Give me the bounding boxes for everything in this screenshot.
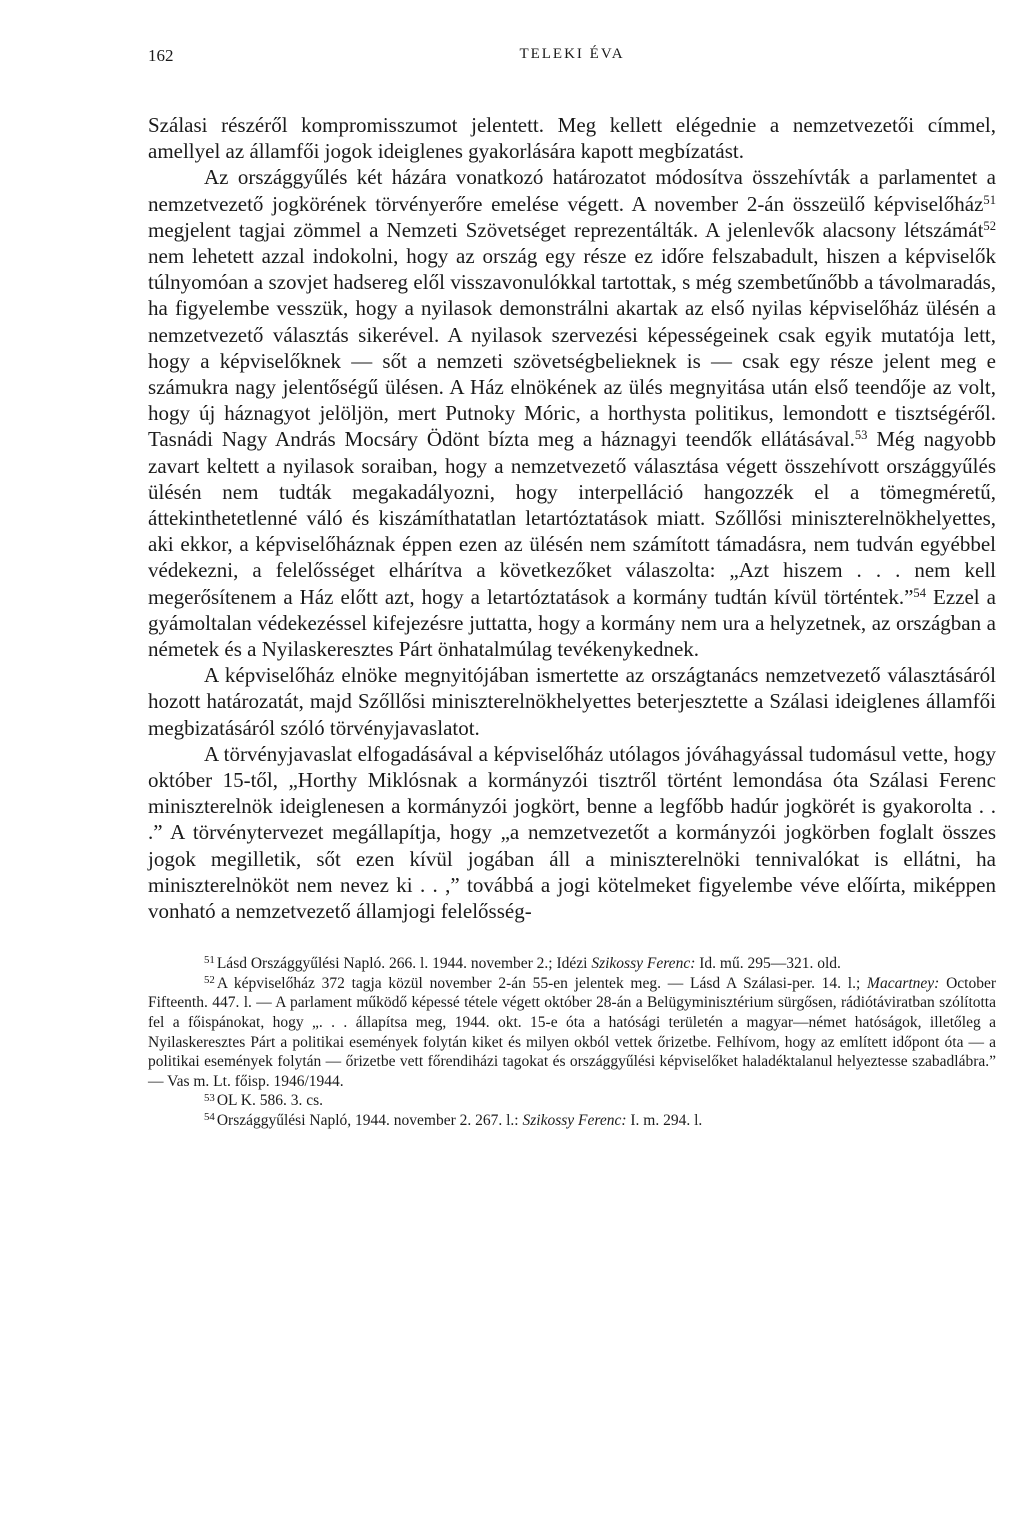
footnote-text: I. m. 294. l.	[626, 1112, 703, 1130]
body-text	[148, 112, 996, 924]
footnote-text: Lásd Országgyűlési Napló. 266. l. 1944. november 2.; Idézi	[216, 955, 592, 973]
paragraph-text: Szálasi részéről kompromisszumot jelentett. Meg kellett elégednie a nemzetvezetői címmel, amellyel az államfői jogok ideiglenes gyakorlására kapott megbízatást.	[148, 113, 996, 164]
footnote-reference: 52	[983, 218, 996, 233]
footnote-number: 53	[204, 1091, 215, 1104]
footnote-reference: 53	[854, 428, 868, 443]
footnote-text: October Fifteenth. 447. l. — A parlament működő képessé tétele végett október 28-án a Belügyminisztérium sürgősen, rádiótáviratban szólította fel a főispánokat, hogy „. . . állapítsa meg, 1944. okt. 15-e óta a hatósági területén a magyar—német hatóságok, illetőleg a Nyilaskeresztes Párt a politikai események folytán kiket és milyen okból vettek őrizetbe. Felhívom, hogy az említett időpont óta — a politikai események folytán — őrizetbe vett főrendiházi tagokat és országgyűlési képviselőket haladéktalanul helyeztesse szabadlábra.” — Vas m. Lt. főisp. 1946/1944.	[148, 974, 997, 1090]
paragraph-text: A képviselőház elnöke megnyitójában ismertette az országtanács nemzetvezető választásáról hozott határozatát, majd Szőllősi miniszterelnökhelyettes beterjesztette a Szálasi ideiglenes államfői megbizatásáról szóló törvényjavaslatot.	[148, 663, 996, 740]
footnote-author: Szikossy Ferenc:	[522, 1112, 627, 1130]
footnote-text: Országgyűlési Napló, 1944. november 2. 267. l.:	[216, 1112, 523, 1130]
footnote-text: OL K. 586. 3. cs.	[216, 1092, 324, 1110]
book-page	[148, 40, 996, 1131]
page-number: 162	[148, 46, 174, 65]
paragraph-text: megjelent tagjai zömmel a Nemzeti Szövetséget reprezentálták. A jelenlevők alacsony létszámát	[148, 217, 984, 242]
footnote-reference: 51	[983, 192, 996, 207]
footnote-reference: 54	[913, 585, 926, 600]
footnotes	[148, 954, 996, 1130]
paragraph	[148, 662, 996, 741]
footnote-text: Id. mű. 295—321. old.	[695, 955, 841, 973]
running-title: TELEKI ÉVA	[519, 46, 625, 62]
paragraph	[148, 741, 996, 924]
paragraph-text: nem lehetett azzal indokolni, hogy az ország egy része ez időre felszabadult, hiszen a képviselők túlnyomóan a szovjet hadsereg elől visszavonulókkal tartottak, s még szembetűnőbb a távolmaradás, ha figyelembe vesszük, hogy a nyilasok demonstrálni akartak az első nyilas képviselőház ülésén a nemzetvezető választás sikerével. A nyilasok szervezési képességeinek csak egyik mutatója lett, hogy a képviselőknek — sőt a nemzeti szövetségbelieknek is — csak egy része jelent meg e számukra nagy jelentőségű ülésen. A Ház elnökének az ülés megnyitása után első teendője az volt, hogy új háznagyot jelöljön, mert Putnoky Móric, a horthysta politikus, lemondott e tisztségéről. Tasnádi Nagy András Mocsáry Ödönt bízta meg a háznagyi teendők ellátásával.	[148, 244, 996, 452]
paragraph	[148, 112, 996, 164]
footnote-number: 54	[204, 1111, 215, 1124]
paragraph-text: Még nagyobb zavart keltett a nyilasok soraiban, hogy a nemzetvezető választása végett összehívott országgyűlés ülésén nem tudták megakadályozni, hogy interpelláció hangozzék el a tömegméretű, áttekinthetetlenné váló és kiszámíthatatlan letartóztatások miatt. Szőllősi miniszterelnökhelyettes, aki ekkor, a képviselőháznak éppen ezen az ülésén nem számított támadásra, nem tudván egyébbel védekezni, a felelősséget elhárítva a következőket válaszolta: „Azt hiszem . . . nem kell megerősítenem a Ház előtt azt, hogy a letartóztatások a kormány tudtán kívül történtek.”	[148, 427, 996, 609]
footnote-author: Macartney:	[867, 974, 940, 992]
footnote-number: 51	[204, 954, 215, 967]
paragraph	[148, 164, 996, 662]
paragraph-text: Ezzel a gyámoltalan védekezéssel kifejezésre juttatta, hogy a kormány nem ura a helyzetnek, az országban a németek és a Nyilaskeresztes Párt önhatalmúlag tevékenykednek.	[148, 584, 996, 662]
paragraph-text: A törvényjavaslat elfogadásával a képviselőház utólagos jóváhagyással tudomásul vette, hogy október 15-től, „Horthy Miklósnak a kormányzói tisztről történt lemondása óta Szálasi Ferenc miniszterelnök ideiglenesen a kormányzói jogkört, benne a legfőbb hadúr jogkörét is gyakorolta . . .” A törvénytervezet megállapítja, hogy „a nemzetvezetőt a kormányzói jogkörben foglalt összes jogok megilletik, sőt ezen kívül jogában áll a miniszterelnöki tennivalókat is ellátni, ha miniszterelnököt nem nevez ki . . ,” továbbá a jogi kötelmeket figyelembe véve előírta, miképpen vonható a nemzetvezető államjogi felelősség-	[148, 741, 996, 924]
footnote	[148, 974, 996, 1092]
footnote-text: A képviselőház 372 tagja közül november 2-án 55-en jelentek meg. — Lásd A Szálasi-per. 14. l.;	[216, 974, 868, 992]
running-head	[148, 40, 996, 74]
footnote	[148, 954, 996, 974]
paragraph-text: Az országgyűlés két házára vonatkozó határozatot módosítva összehívták a parlamentet a nemzetvezető jogkörének törvényerőre emelése végett. A november 2-án összeülő képviselőház	[148, 165, 996, 216]
footnote	[148, 1091, 996, 1111]
footnote-number: 52	[204, 974, 215, 987]
footnote-author: Szikossy Ferenc:	[591, 955, 696, 973]
footnote	[148, 1111, 996, 1131]
